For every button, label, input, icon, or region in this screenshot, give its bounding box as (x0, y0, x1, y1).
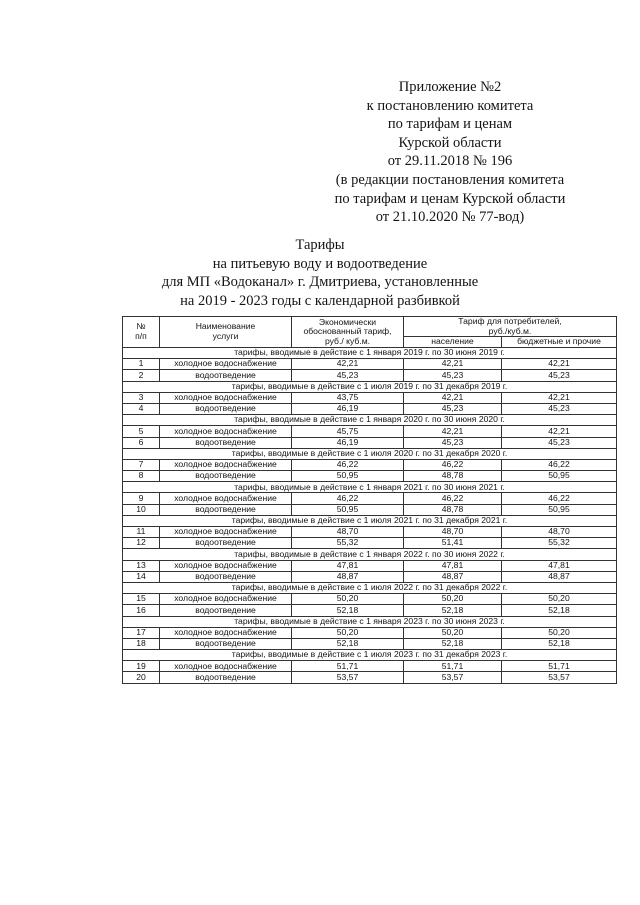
population-tariff: 53,57 (404, 672, 502, 683)
tariff-table (122, 316, 617, 684)
economic-tariff: 50,95 (292, 504, 404, 515)
table-row (123, 403, 617, 414)
economic-tariff: 51,71 (292, 661, 404, 672)
table-row (123, 426, 617, 437)
table-row (123, 571, 617, 582)
budget-tariff: 42,21 (502, 359, 617, 370)
period-label: тарифы, вводимые в действие с 1 января 2021 г. по 30 июня 2021 г. (123, 482, 617, 493)
period-label: тарифы, вводимые в действие с 1 июля 2020 г. по 31 декабря 2020 г. (123, 448, 617, 459)
table-row (123, 661, 617, 672)
row-number: 15 (123, 594, 160, 605)
table-row (123, 504, 617, 515)
period-label: тарифы, вводимые в действие с 1 января 2020 г. по 30 июня 2020 г. (123, 415, 617, 426)
period-label: тарифы, вводимые в действие с 1 января 2023 г. по 30 июня 2023 г. (123, 616, 617, 627)
budget-tariff: 42,21 (502, 392, 617, 403)
budget-tariff: 53,57 (502, 672, 617, 683)
economic-tariff: 53,57 (292, 672, 404, 683)
header-budget: бюджетные и прочие (502, 337, 617, 348)
table-row (123, 359, 617, 370)
budget-tariff: 45,23 (502, 370, 617, 381)
budget-tariff: 42,21 (502, 426, 617, 437)
period-label: тарифы, вводимые в действие с 1 июля 2023 г. по 31 декабря 2023 г. (123, 650, 617, 661)
period-row (123, 381, 617, 392)
row-number: 2 (123, 370, 160, 381)
header-population: население (404, 337, 502, 348)
period-label: тарифы, вводимые в действие с 1 января 2019 г. по 30 июня 2019 г. (123, 348, 617, 359)
economic-tariff: 50,20 (292, 627, 404, 638)
service-name: водоотведение (160, 672, 292, 683)
budget-tariff: 45,23 (502, 403, 617, 414)
table-row (123, 459, 617, 470)
title-line: на 2019 - 2023 годы с календарной разбивкой (180, 292, 460, 309)
row-number: 12 (123, 538, 160, 549)
table-row (123, 638, 617, 649)
population-tariff: 45,23 (404, 370, 502, 381)
population-tariff: 50,20 (404, 594, 502, 605)
economic-tariff: 45,23 (292, 370, 404, 381)
header-economic-tariff: Экономически обоснованный тариф, руб./ куб.м. (292, 317, 404, 348)
service-name: холодное водоснабжение (160, 594, 292, 605)
population-tariff: 42,21 (404, 426, 502, 437)
period-row (123, 650, 617, 661)
table-row (123, 594, 617, 605)
budget-tariff: 50,95 (502, 504, 617, 515)
row-number: 8 (123, 471, 160, 482)
service-name: водоотведение (160, 471, 292, 482)
period-label: тарифы, вводимые в действие с 1 июля 2022 г. по 31 декабря 2022 г. (123, 582, 617, 593)
budget-tariff: 50,95 (502, 471, 617, 482)
table-row (123, 560, 617, 571)
title-line: Тарифы (295, 237, 345, 253)
header-number: № п/п (123, 317, 160, 348)
service-name: водоотведение (160, 504, 292, 515)
row-number: 6 (123, 437, 160, 448)
budget-tariff: 46,22 (502, 459, 617, 470)
economic-tariff: 48,70 (292, 527, 404, 538)
population-tariff: 45,23 (404, 437, 502, 448)
economic-tariff: 48,87 (292, 571, 404, 582)
row-number: 20 (123, 672, 160, 683)
row-number: 3 (123, 392, 160, 403)
budget-tariff: 47,81 (502, 560, 617, 571)
header-consumer-tariff: Тариф для потребителей, руб./куб.м. (404, 317, 617, 337)
appendix-line: по тарифам и ценам Курской области (334, 190, 566, 207)
period-row (123, 448, 617, 459)
service-name: холодное водоснабжение (160, 426, 292, 437)
appendix-line: Курской области (398, 134, 502, 151)
tariff-table-body (123, 348, 617, 684)
period-row (123, 348, 617, 359)
budget-tariff: 50,20 (502, 594, 617, 605)
economic-tariff: 46,19 (292, 403, 404, 414)
economic-tariff: 55,32 (292, 538, 404, 549)
row-number: 16 (123, 605, 160, 616)
header-service: Наименование услуги (160, 317, 292, 348)
population-tariff: 51,41 (404, 538, 502, 549)
economic-tariff: 52,18 (292, 638, 404, 649)
table-row (123, 392, 617, 403)
table-row (123, 538, 617, 549)
service-name: холодное водоснабжение (160, 627, 292, 638)
economic-tariff: 46,22 (292, 459, 404, 470)
period-row (123, 515, 617, 526)
economic-tariff: 45,75 (292, 426, 404, 437)
budget-tariff: 45,23 (502, 437, 617, 448)
economic-tariff: 50,95 (292, 471, 404, 482)
population-tariff: 48,78 (404, 504, 502, 515)
service-name: холодное водоснабжение (160, 527, 292, 538)
population-tariff: 48,87 (404, 571, 502, 582)
row-number: 14 (123, 571, 160, 582)
population-tariff: 42,21 (404, 359, 502, 370)
population-tariff: 46,22 (404, 459, 502, 470)
row-number: 17 (123, 627, 160, 638)
population-tariff: 52,18 (404, 638, 502, 649)
economic-tariff: 50,20 (292, 594, 404, 605)
table-row (123, 370, 617, 381)
service-name: холодное водоснабжение (160, 359, 292, 370)
table-row (123, 672, 617, 683)
appendix-line: к постановлению комитета (366, 97, 534, 114)
economic-tariff: 47,81 (292, 560, 404, 571)
budget-tariff: 51,71 (502, 661, 617, 672)
appendix-line: (в редакции постановления комитета (335, 171, 565, 188)
service-name: водоотведение (160, 571, 292, 582)
table-row (123, 605, 617, 616)
budget-tariff: 50,20 (502, 627, 617, 638)
table-row (123, 527, 617, 538)
population-tariff: 45,23 (404, 403, 502, 414)
period-row (123, 415, 617, 426)
appendix-heading (300, 78, 600, 227)
row-number: 18 (123, 638, 160, 649)
population-tariff: 47,81 (404, 560, 502, 571)
service-name: водоотведение (160, 638, 292, 649)
row-number: 7 (123, 459, 160, 470)
period-label: тарифы, вводимые в действие с 1 января 2022 г. по 30 июня 2022 г. (123, 549, 617, 560)
row-number: 9 (123, 493, 160, 504)
economic-tariff: 43,75 (292, 392, 404, 403)
row-number: 1 (123, 359, 160, 370)
service-name: холодное водоснабжение (160, 661, 292, 672)
row-number: 11 (123, 527, 160, 538)
row-number: 10 (123, 504, 160, 515)
budget-tariff: 46,22 (502, 493, 617, 504)
service-name: водоотведение (160, 370, 292, 381)
population-tariff: 48,78 (404, 471, 502, 482)
budget-tariff: 55,32 (502, 538, 617, 549)
economic-tariff: 46,19 (292, 437, 404, 448)
service-name: водоотведение (160, 437, 292, 448)
table-row (123, 627, 617, 638)
service-name: холодное водоснабжение (160, 459, 292, 470)
service-name: холодное водоснабжение (160, 392, 292, 403)
budget-tariff: 52,18 (502, 638, 617, 649)
appendix-line: от 21.10.2020 № 77-вод) (375, 209, 525, 226)
population-tariff: 48,70 (404, 527, 502, 538)
budget-tariff: 48,87 (502, 571, 617, 582)
title-line: для МП «Водоканал» г. Дмитриева, установленные (161, 274, 479, 290)
row-number: 4 (123, 403, 160, 414)
economic-tariff: 46,22 (292, 493, 404, 504)
row-number: 13 (123, 560, 160, 571)
budget-tariff: 52,18 (502, 605, 617, 616)
period-row (123, 549, 617, 560)
period-row (123, 482, 617, 493)
table-row (123, 437, 617, 448)
row-number: 19 (123, 661, 160, 672)
table-row (123, 471, 617, 482)
title-line: на питьевую воду и водоотведение (212, 255, 428, 272)
service-name: водоотведение (160, 538, 292, 549)
service-name: водоотведение (160, 403, 292, 414)
population-tariff: 51,71 (404, 661, 502, 672)
period-row (123, 582, 617, 593)
period-label: тарифы, вводимые в действие с 1 июля 2021 г. по 31 декабря 2021 г. (123, 515, 617, 526)
population-tariff: 52,18 (404, 605, 502, 616)
population-tariff: 46,22 (404, 493, 502, 504)
economic-tariff: 52,18 (292, 605, 404, 616)
appendix-line: по тарифам и ценам (387, 116, 513, 133)
table-row (123, 493, 617, 504)
service-name: холодное водоснабжение (160, 560, 292, 571)
service-name: холодное водоснабжение (160, 493, 292, 504)
appendix-line: Приложение №2 (398, 79, 502, 95)
period-label: тарифы, вводимые в действие с 1 июля 2019 г. по 31 декабря 2019 г. (123, 381, 617, 392)
population-tariff: 50,20 (404, 627, 502, 638)
economic-tariff: 42,21 (292, 359, 404, 370)
period-row (123, 616, 617, 627)
population-tariff: 42,21 (404, 392, 502, 403)
row-number: 5 (123, 426, 160, 437)
document-title (130, 236, 510, 310)
service-name: водоотведение (160, 605, 292, 616)
appendix-line: от 29.11.2018 № 196 (387, 153, 513, 170)
budget-tariff: 48,70 (502, 527, 617, 538)
